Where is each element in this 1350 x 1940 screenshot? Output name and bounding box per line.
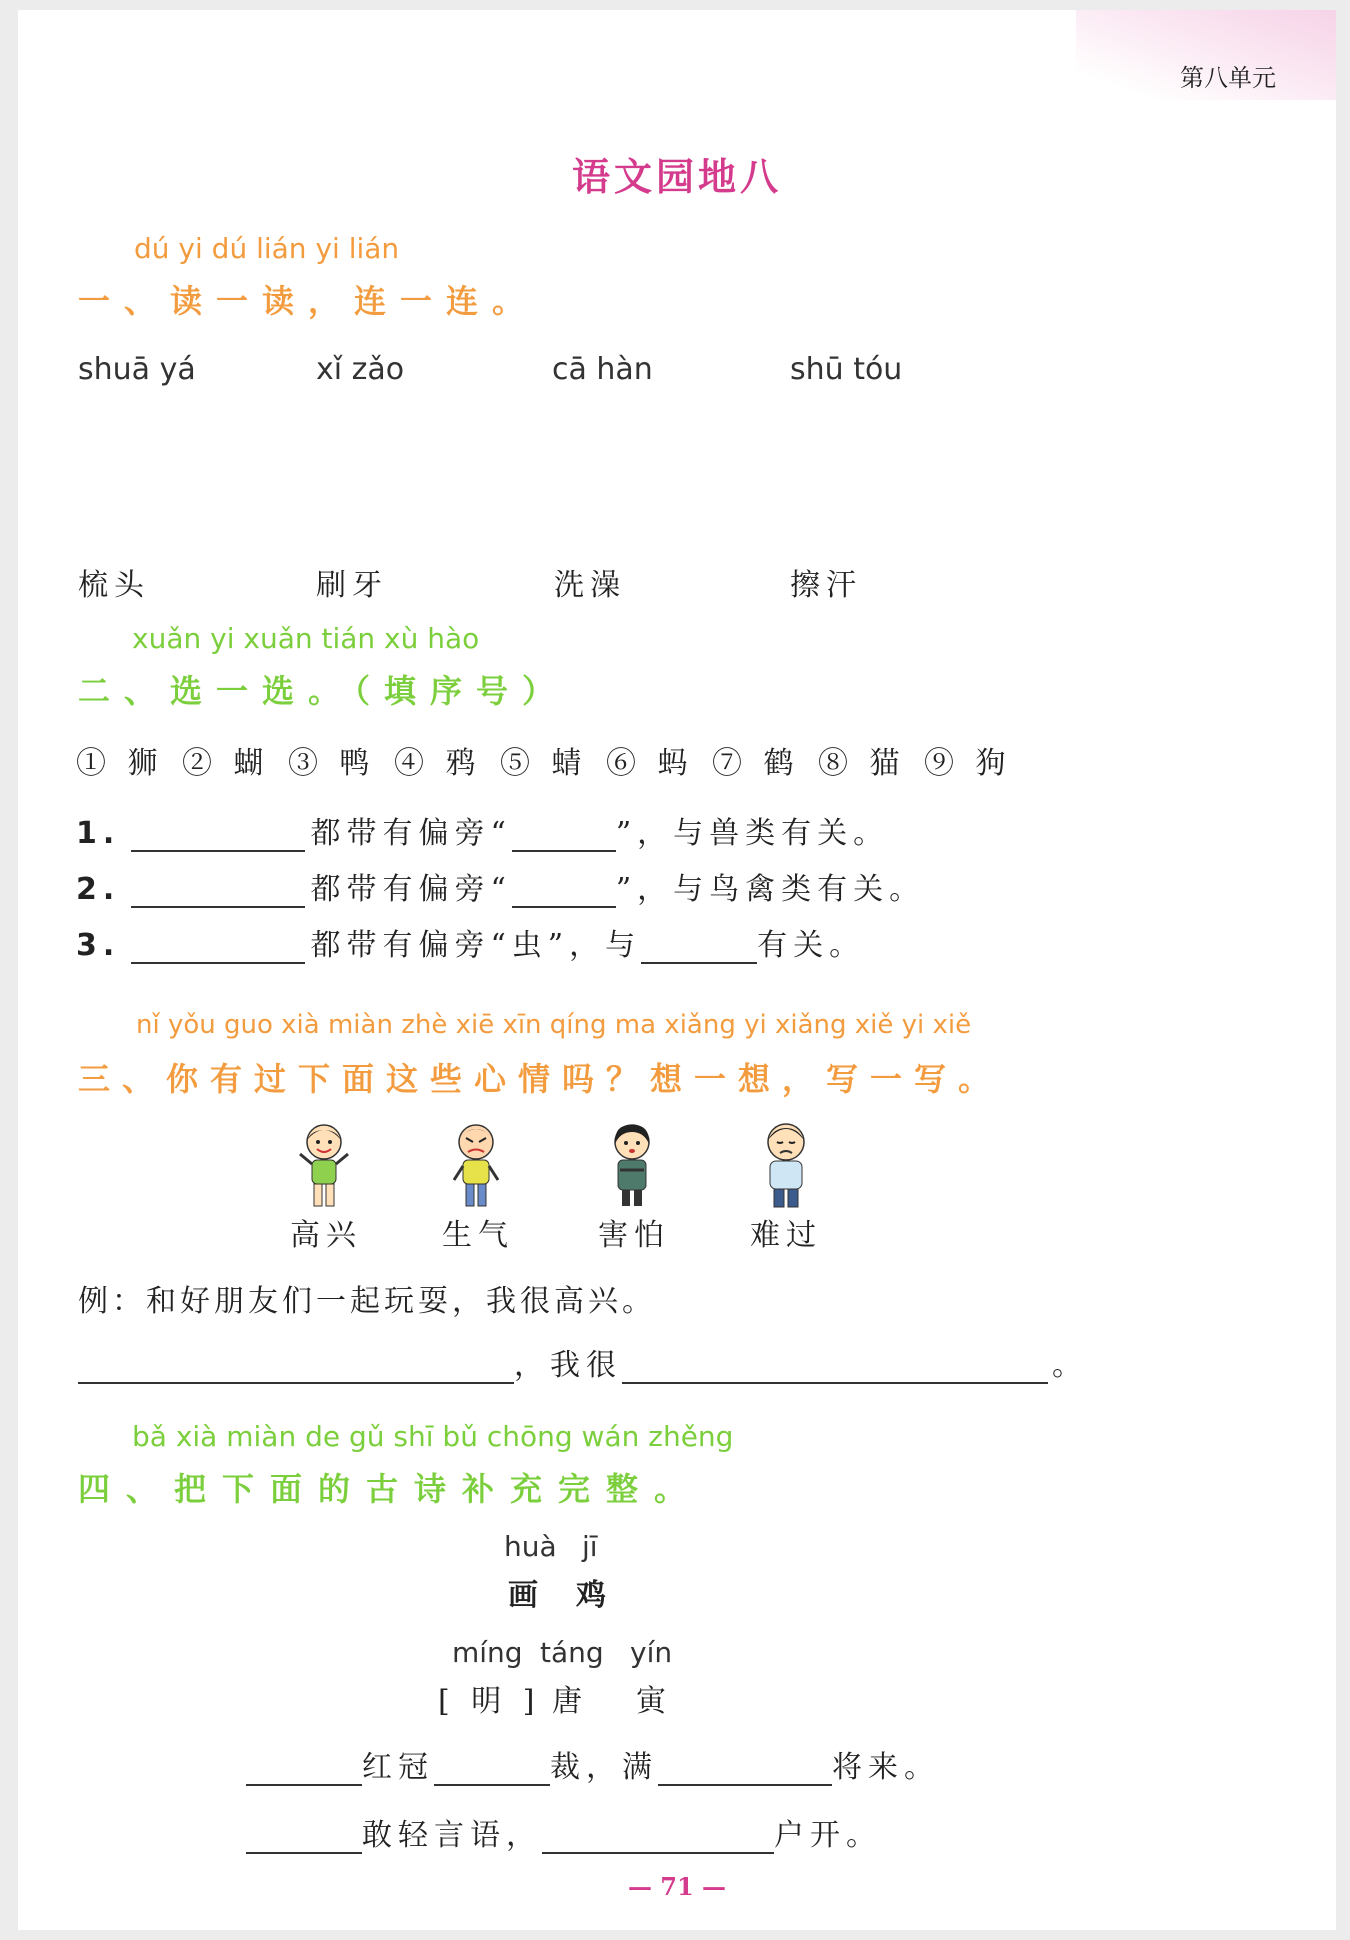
poem-blank-1[interactable] (246, 1744, 362, 1786)
fill-blank-feeling[interactable] (622, 1342, 1048, 1384)
poem-line1-text-b: 裁，满 (550, 1750, 658, 1785)
poem-line2-text-a: 敢轻言语， (362, 1818, 542, 1853)
pinyin-word-1: shuā yá (78, 352, 196, 387)
fill-mid-text: ，我很 (514, 1348, 622, 1383)
q3-blank-chars[interactable] (131, 924, 305, 964)
poem-line1-text-c: 将来。 (832, 1750, 940, 1785)
emotion-happy: 高兴 (290, 1218, 362, 1253)
option-3: ③ 鸭 (288, 746, 376, 781)
q2-blank-chars[interactable] (131, 868, 305, 908)
section1-pinyin: dú yi dú lián yi lián (134, 232, 400, 265)
q3-text-b: 有关。 (757, 928, 866, 963)
q3-blank-category[interactable] (641, 924, 757, 964)
author-surname: 唐 (552, 1684, 588, 1719)
section2-pinyin: xuǎn yi xuǎn tián xù hào (132, 622, 480, 655)
option-7: ⑦ 鹤 (712, 746, 800, 781)
poem-title-pinyin-1: huà (504, 1530, 557, 1563)
poem-blank-4[interactable] (246, 1812, 362, 1854)
poem-line-2 (246, 1810, 882, 1854)
poem-title-pinyin-2: jī (582, 1530, 598, 1563)
worksheet-page (18, 10, 1336, 1930)
happy-girl-illustration (296, 1120, 352, 1210)
emotion-sad: 难过 (750, 1218, 822, 1253)
author-pinyin-3: yín (630, 1636, 673, 1669)
author-dynasty: [ 明 ] (438, 1684, 541, 1719)
q1-blank-radical[interactable] (512, 812, 616, 852)
q3-number: 3. (76, 928, 121, 963)
section4-heading: 四、把下面的古诗补充完整。 (78, 1470, 703, 1508)
hanzi-word-3: 洗澡 (554, 568, 626, 603)
poem-title-char-2: 鸡 (576, 1578, 612, 1613)
option-2: ② 蝴 (182, 746, 270, 781)
poem-blank-2[interactable] (434, 1744, 550, 1786)
q1-text-b: ”，与兽类有关。 (615, 816, 890, 851)
fill-sentence (78, 1340, 1088, 1384)
option-6: ⑥ 蚂 (606, 746, 694, 781)
q2-number: 2. (76, 872, 121, 907)
poem-line2-text-b: 户开。 (774, 1818, 882, 1853)
page-title: 语文园地八 (571, 155, 782, 199)
poem-title-char-1: 画 (508, 1578, 544, 1613)
poem-line-1 (246, 1742, 940, 1786)
q1-text-a: 都带有偏旁“ (310, 816, 512, 851)
q1-number: 1. (76, 816, 121, 851)
question-3 (76, 920, 865, 964)
option-1: ① 狮 (76, 746, 164, 781)
pinyin-word-3: cā hàn (552, 352, 653, 387)
hanzi-word-1: 梳头 (78, 568, 150, 603)
question-2 (76, 864, 925, 908)
page-number: — 71 — (627, 1872, 727, 1901)
option-9: ⑨ 狗 (924, 746, 1012, 781)
section3-heading: 三、你有过下面这些心情吗？想一想，写一写。 (78, 1060, 1003, 1098)
emotion-scared: 害怕 (598, 1218, 670, 1253)
fill-end-text: 。 (1052, 1348, 1088, 1383)
hanzi-word-2: 刷牙 (316, 568, 388, 603)
unit-label: 第八单元 (1180, 64, 1276, 92)
section2-heading: 二、选一选。（填序号） (78, 672, 569, 710)
fill-blank-situation[interactable] (78, 1342, 514, 1384)
pinyin-word-2: xǐ zǎo (316, 352, 405, 387)
option-4: ④ 鸦 (394, 746, 482, 781)
poem-blank-3[interactable] (658, 1744, 832, 1786)
q2-text-b: ”，与鸟禽类有关。 (615, 872, 926, 907)
q2-text-a: 都带有偏旁“ (310, 872, 512, 907)
poem-blank-5[interactable] (542, 1812, 774, 1854)
section4-pinyin: bǎ xià miàn de gǔ shī bǔ chōng wán zhěng (132, 1420, 734, 1453)
q2-blank-radical[interactable] (512, 868, 616, 908)
q1-blank-chars[interactable] (131, 812, 305, 852)
pinyin-word-4: shū tóu (790, 352, 903, 387)
author-given-name: 寅 (636, 1684, 672, 1719)
sad-boy-illustration (756, 1120, 816, 1210)
hanzi-word-4: 擦汗 (790, 568, 862, 603)
question-1 (76, 808, 889, 852)
author-pinyin-2: táng (540, 1636, 604, 1669)
section3-pinyin: nǐ yǒu guo xià miàn zhè xiē xīn qíng ma xiǎng yi xiǎng xiě yi xiě (136, 1010, 972, 1040)
scared-child-illustration (604, 1120, 660, 1210)
emotion-angry: 生气 (442, 1218, 514, 1253)
poem-line1-text-a: 红冠 (362, 1750, 434, 1785)
q3-text-a: 都带有偏旁“虫”，与 (310, 928, 642, 963)
option-5: ⑤ 蜻 (500, 746, 588, 781)
angry-boy-illustration (446, 1120, 506, 1210)
author-pinyin-1: míng (452, 1636, 523, 1669)
example-sentence: 例：和好朋友们一起玩耍，我很高兴。 (78, 1284, 656, 1319)
section1-heading: 一、读一读，连一连。 (78, 282, 539, 320)
option-8: ⑧ 猫 (818, 746, 906, 781)
